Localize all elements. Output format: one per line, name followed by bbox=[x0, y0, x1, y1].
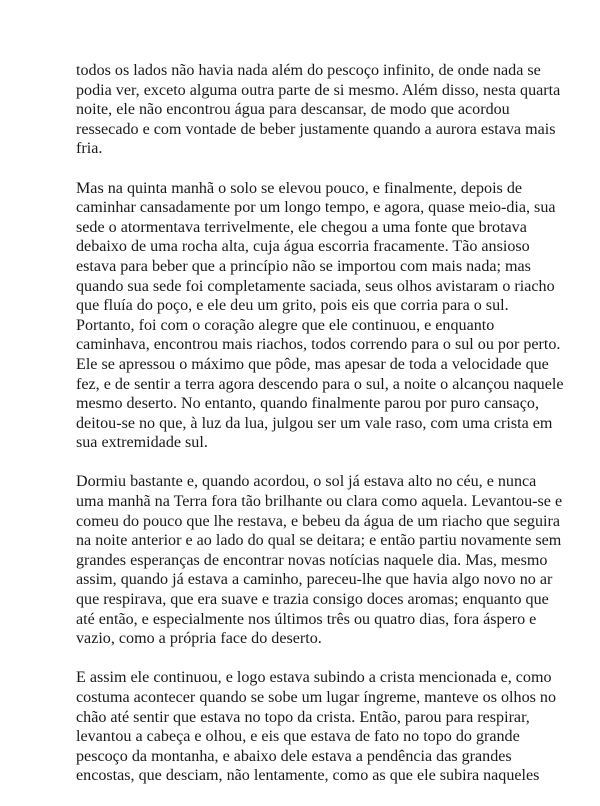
text-line: até então, e especialmente nos últimos três ou quatro dias, fora áspero e bbox=[76, 610, 537, 628]
text-line: pescoço da montanha, e abaixo dele estava a pendência das grandes bbox=[76, 747, 512, 765]
text-line: levantou a cabeça e olhou, e eis que estava de fato no topo do grande bbox=[76, 728, 520, 746]
text-line: caminhar cansadamente por um longo tempo, e agora, quase meio-dia, sua bbox=[76, 199, 556, 217]
paragraph bbox=[76, 472, 563, 648]
text-line: costuma acontecer quando se sobe um lugar íngreme, manteve os olhos no bbox=[76, 689, 556, 706]
text-line: sede o atormentava terrivelmente, ele chegou a uma fonte que brotava bbox=[76, 218, 527, 236]
text-line: caminhava, encontrou mais riachos, todos correndo para o sul ou por perto. bbox=[76, 336, 561, 354]
text-line: noite, ele não encontrou água para descansar, de modo que acordou bbox=[76, 101, 510, 119]
text-line: fria. bbox=[76, 140, 103, 158]
text-line: assim, quando já estava a caminho, pareceu-lhe que havia algo novo no ar bbox=[76, 571, 553, 589]
text-line: Portanto, foi com o coração alegre que ele continuou, e enquanto bbox=[76, 316, 495, 334]
text-line: que fluía do poço, e ele deu um grito, pois eis que corria para o sul. bbox=[76, 297, 509, 315]
text-line: vazio, como a própria face do deserto. bbox=[76, 630, 322, 648]
text-line: na noite anterior e ao lado do qual se deitara; e então partiu novamente sem bbox=[76, 532, 562, 550]
text-line: comeu do pouco que lhe restava, e bebeu da água de um riacho que seguira bbox=[76, 512, 560, 530]
text-line: estava para beber que a princípio não se importou com mais nada; mas bbox=[76, 257, 531, 275]
text-line: fez, e de sentir a terra agora descendo para o sul, a noite o alcançou naquele bbox=[76, 375, 564, 393]
text-line: mesmo deserto. No entanto, quando finalmente parou por puro cansaço, bbox=[76, 395, 540, 413]
paragraph bbox=[76, 668, 556, 786]
text-line: debaixo de uma rocha alta, cuja água escorria fracamente. Tão ansioso bbox=[76, 238, 530, 256]
text-line: quando sua sede foi completamente saciada, seus olhos avistaram o riacho bbox=[76, 277, 555, 295]
text-line: Ele se apressou o máximo que pôde, mas apesar de toda a velocidade que bbox=[76, 355, 549, 373]
paragraph bbox=[76, 61, 561, 159]
text-line: encostas, que desciam, não lentamente, como as que ele subira naqueles bbox=[76, 767, 540, 785]
text-line: que respirava, que era suave e trazia consigo doces aromas; enquanto que bbox=[76, 591, 549, 609]
text-line: uma manhã na Terra fora tão brilhante ou clara como aquela. Levantou-se e bbox=[76, 493, 563, 511]
body-text bbox=[76, 61, 564, 806]
text-line: sua extremidade sul. bbox=[76, 434, 208, 452]
text-line: ressecado e com vontade de beber justamente quando a aurora estava mais bbox=[76, 120, 556, 138]
text-line: Dormiu bastante e, quando acordou, o sol já estava alto no céu, e nunca bbox=[76, 473, 537, 491]
text-line: podia ver, exceto alguma outra parte de si mesmo. Além disso, nesta quarta bbox=[76, 81, 561, 99]
text-line: grandes esperanças de encontrar novas notícias naquele dia. Mas, mesmo bbox=[76, 551, 548, 569]
text-line: chão até sentir que estava no topo da crista. Então, parou para respirar, bbox=[76, 708, 530, 726]
text-line: E assim ele continuou, e logo estava subindo a crista mencionada e, como bbox=[76, 669, 552, 687]
text-line: Mas na quinta manhã o solo se elevou pouco, e finalmente, depois de bbox=[76, 179, 523, 197]
text-line: deitou-se no que, à luz da lua, julgou ser um vale raso, com uma crista em bbox=[76, 414, 553, 432]
paragraph bbox=[76, 179, 564, 453]
text-line: todos os lados não havia nada além do pescoço infinito, de onde nada se bbox=[76, 62, 541, 79]
